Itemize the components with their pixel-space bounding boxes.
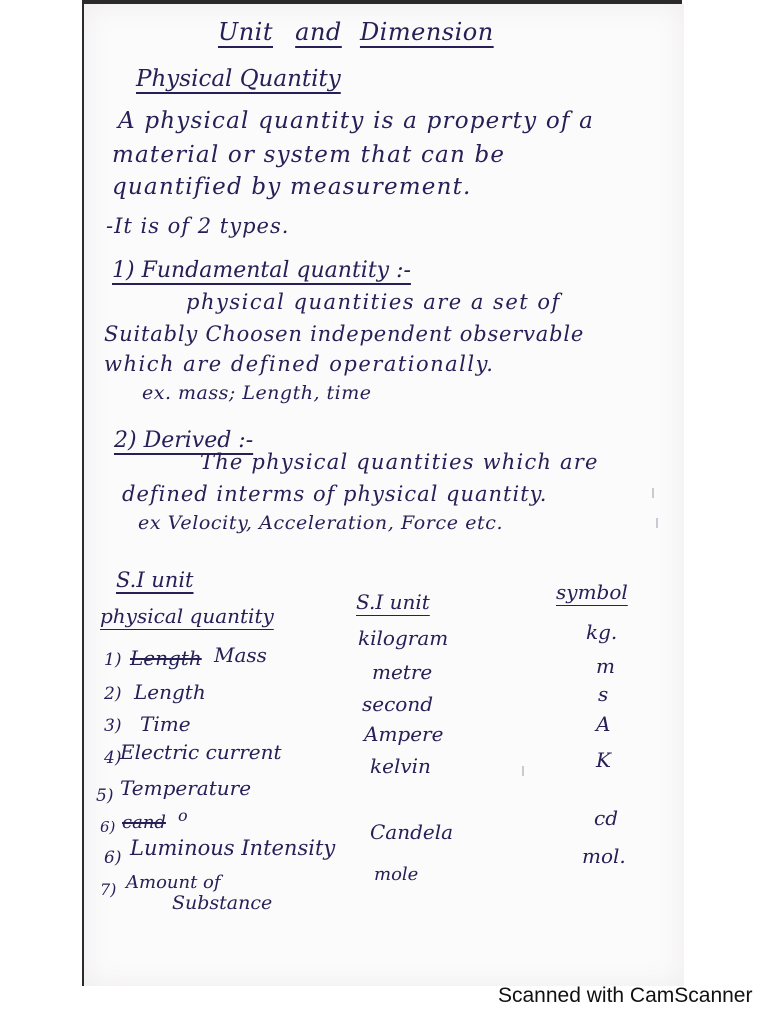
row-number: 7) bbox=[100, 880, 117, 899]
show-through-mark bbox=[652, 488, 654, 498]
fundamental-line-1: physical quantities are a set of bbox=[186, 290, 561, 314]
derived-example: ex Velocity, Acceleration, Force etc. bbox=[138, 512, 504, 534]
column-header-symbol: symbol bbox=[556, 580, 628, 604]
definition-line-3: quantified by measurement. bbox=[112, 174, 472, 200]
quantity-cell: Time bbox=[140, 712, 191, 736]
column-header-si-unit: S.I unit bbox=[356, 590, 430, 614]
symbol-cell: K bbox=[596, 748, 611, 772]
definition-line-2: material or system that can be bbox=[112, 142, 506, 168]
quantity-cell: Amount of bbox=[126, 872, 221, 893]
unit-cell: Ampere bbox=[364, 722, 444, 746]
title-word-and: and bbox=[295, 18, 342, 46]
quantity-cell: Length bbox=[134, 680, 206, 704]
quantity-cell: Temperature bbox=[120, 776, 252, 800]
subtitle: Physical Quantity bbox=[136, 66, 341, 92]
definition-line-1: A physical quantity is a property of a bbox=[118, 108, 594, 134]
page-title bbox=[218, 18, 494, 46]
row-number: 6) bbox=[100, 818, 116, 836]
quantity-cell: Substance bbox=[172, 892, 273, 914]
title-word-dimension: Dimension bbox=[359, 18, 494, 46]
fundamental-example: ex. mass; Length, time bbox=[142, 382, 372, 404]
row-number: 3) bbox=[104, 716, 122, 736]
quantity-cell: Luminous Intensity bbox=[130, 836, 336, 860]
quantity-cell: Mass bbox=[214, 643, 267, 667]
column-header-quantity: physical quantity bbox=[100, 604, 274, 628]
unit-cell: second bbox=[362, 692, 434, 716]
scanner-watermark: Scanned with CamScanner bbox=[498, 984, 753, 1007]
symbol-cell: kg. bbox=[586, 620, 618, 644]
struck-word: Length bbox=[130, 646, 202, 670]
quantity-cell: o bbox=[178, 806, 188, 825]
symbol-cell: A bbox=[596, 712, 611, 736]
row-number: 6) bbox=[104, 848, 122, 868]
quantity-cell: Electric current bbox=[120, 740, 282, 764]
derived-line-1: The physical quantities which are bbox=[200, 450, 599, 474]
derived-heading-text: 2) Derived :- bbox=[114, 428, 254, 453]
fundamental-line-2: Suitably Choosen independent observable bbox=[104, 322, 585, 346]
symbol-cell: mol. bbox=[582, 844, 626, 868]
show-through-mark bbox=[656, 518, 658, 528]
unit-cell: Candela bbox=[370, 820, 454, 844]
unit-cell: metre bbox=[372, 660, 433, 684]
unit-cell: mole bbox=[374, 864, 419, 885]
row-number: 5) bbox=[96, 786, 114, 806]
row-number: 1) bbox=[104, 650, 122, 670]
fundamental-heading-text: 1) Fundamental quantity :- bbox=[112, 258, 411, 283]
fundamental-heading bbox=[112, 258, 411, 283]
title-word-unit: Unit bbox=[218, 18, 274, 46]
unit-cell: kilogram bbox=[358, 626, 449, 650]
symbol-cell: s bbox=[598, 682, 609, 706]
struck-word: cand bbox=[122, 812, 166, 833]
derived-line-2: defined interms of physical quantity. bbox=[122, 482, 548, 506]
fundamental-line-3: which are defined operationally. bbox=[104, 352, 495, 376]
show-through-mark bbox=[522, 766, 524, 776]
si-unit-heading: S.I unit bbox=[116, 568, 194, 592]
row-number: 2) bbox=[104, 684, 122, 704]
symbol-cell: m bbox=[596, 654, 615, 678]
row-number: 4) bbox=[104, 748, 122, 768]
unit-cell: kelvin bbox=[370, 754, 431, 778]
types-line: -It is of 2 types. bbox=[106, 214, 290, 238]
symbol-cell: cd bbox=[594, 806, 619, 830]
